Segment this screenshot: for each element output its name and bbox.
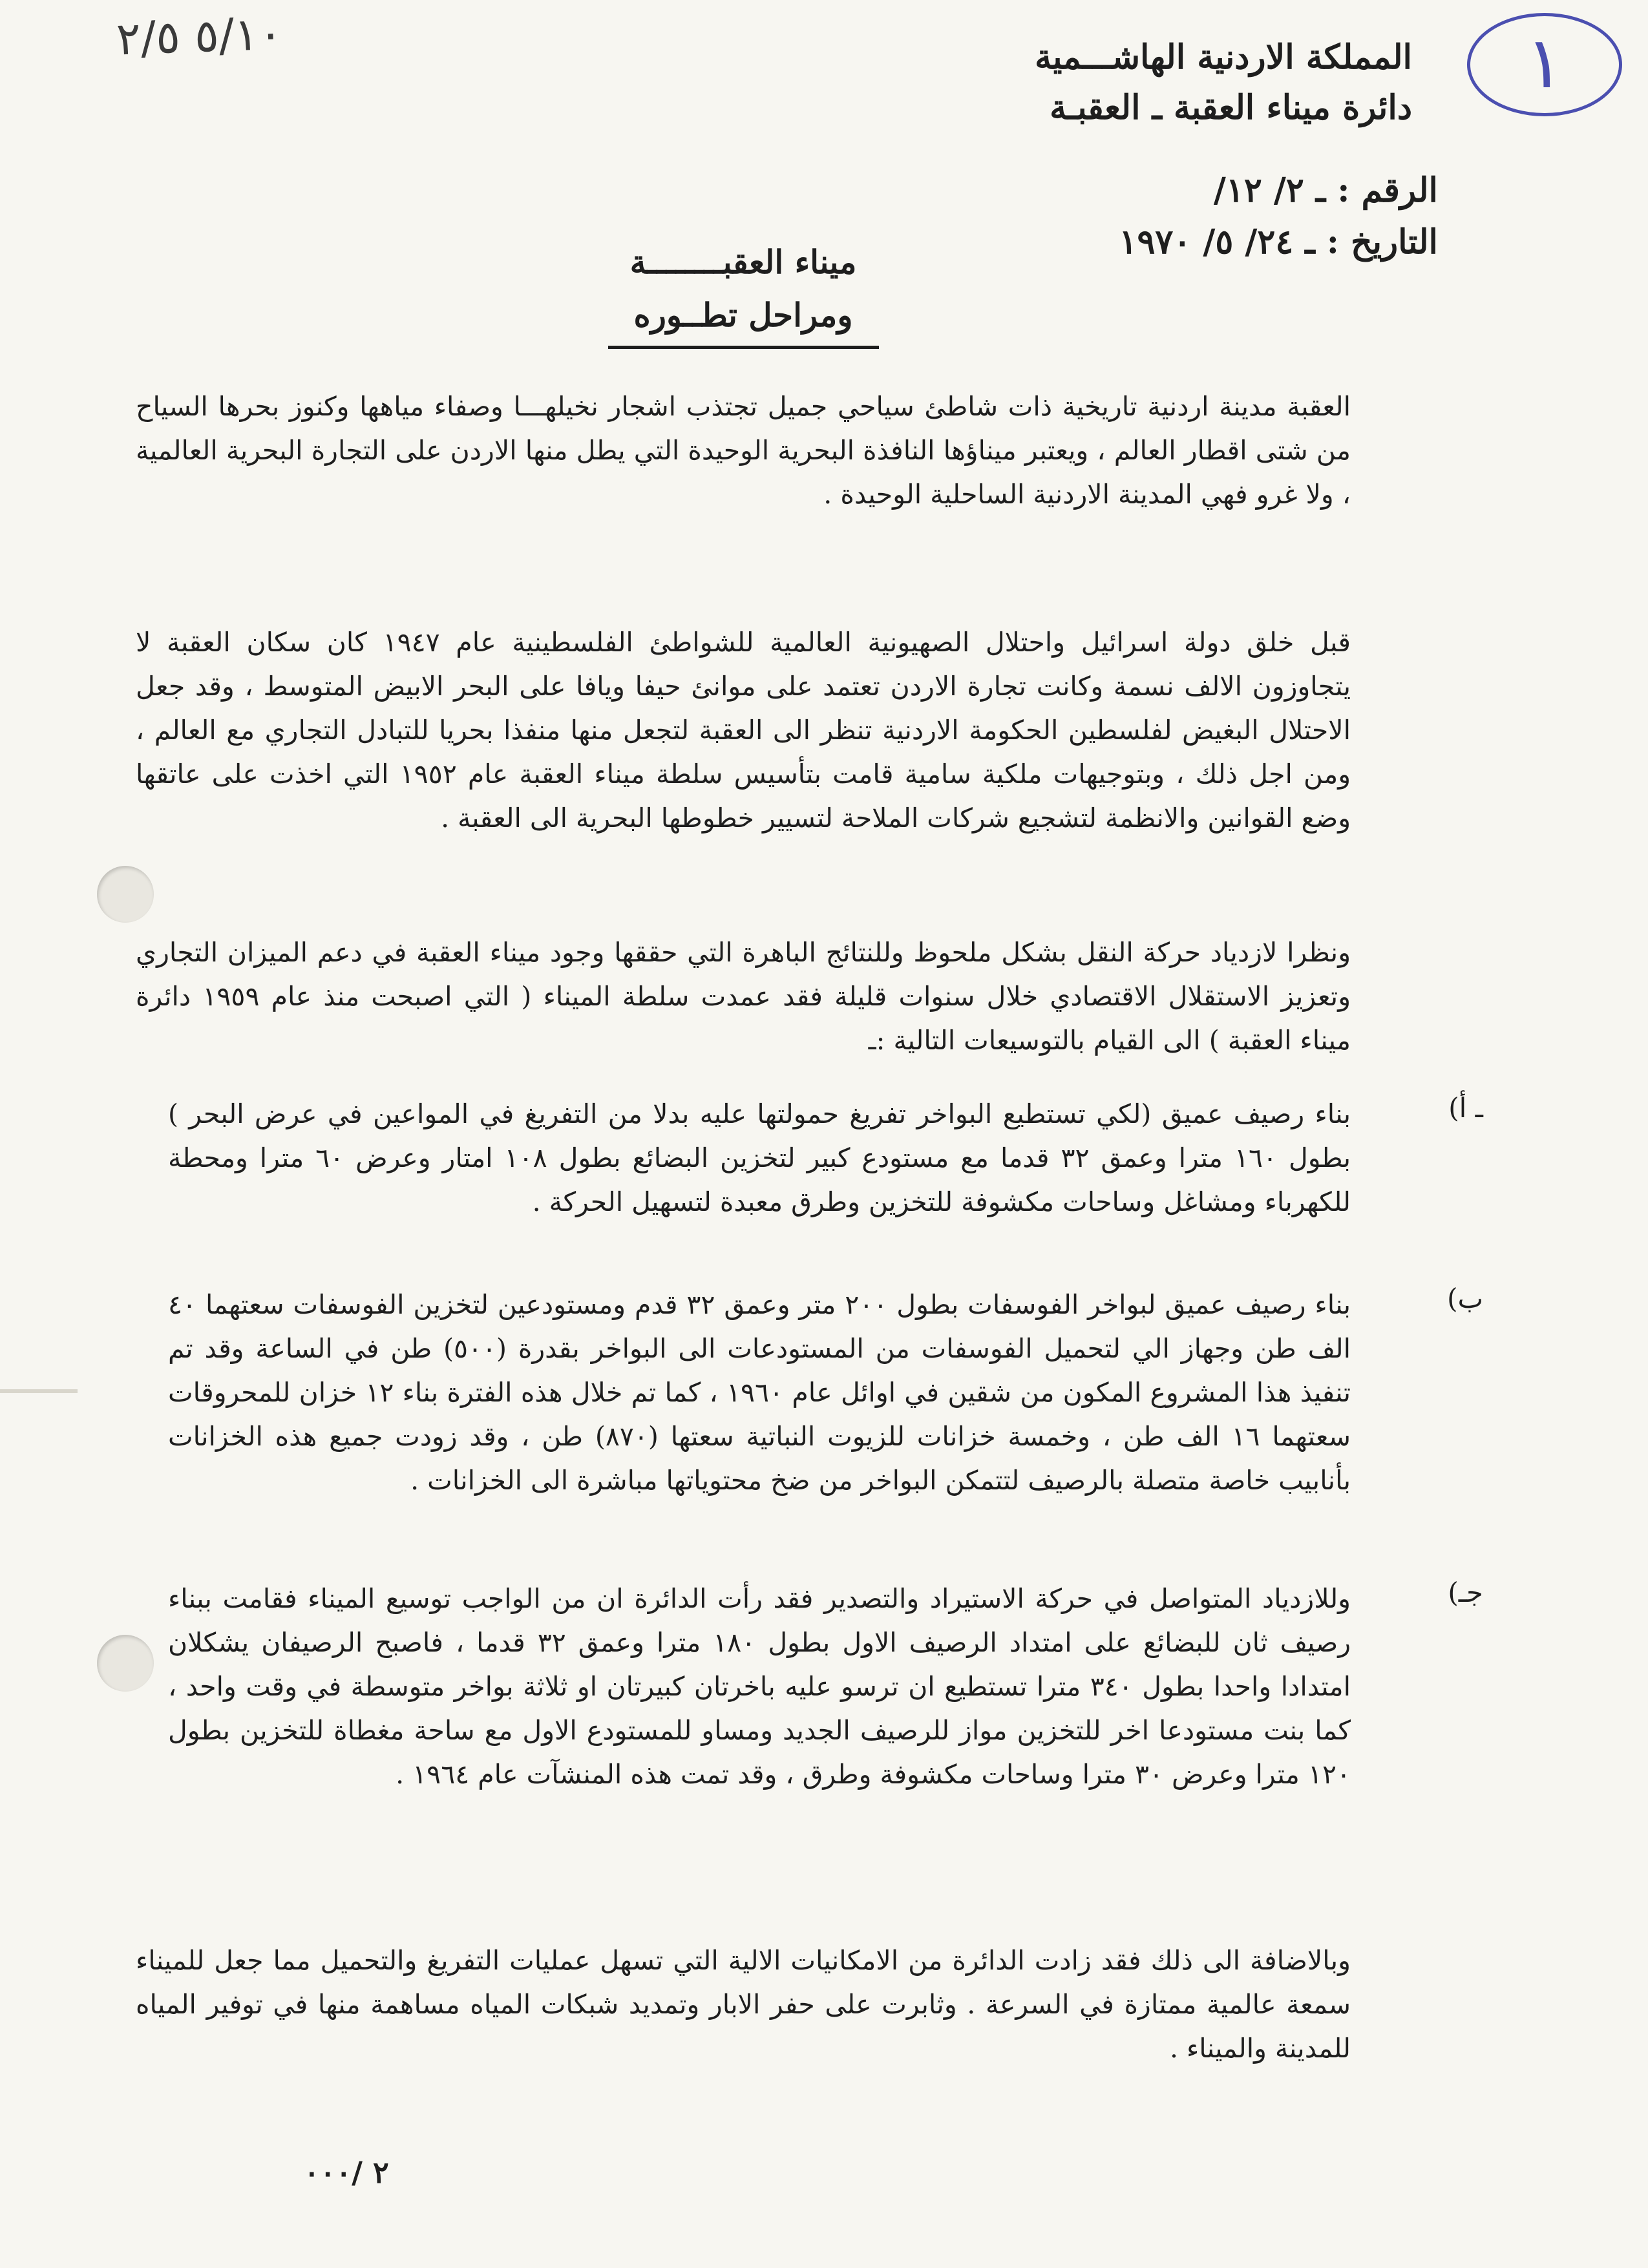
paragraph-2-text: قبل خلق دولة اسرائيل واحتلال الصهيونية العالمية للشواطئ الفلسطينية عام ١٩٤٧ كان سكان العقبة لا يتجاوزون الالف نسمة وكانت تجارة الاردن تعتمد على موانئ حيفا ويافا على البحر الابيض المتوسط ، وقد جعل الاحتلال البغيض لفلسطين الحكومة الاردنية تنظر الى العقبة لتجعل منها منفذا بحريا للتبادل التجاري مع العالم ، ومن اجل ذلك ، وبتوجيهات ملكية سامية قامت بتأسيس سلطة ميناء العقبة عام ١٩٥٢ التي اخذت على عاتقها وضع القوانين والانظمة لتشجيع شركات الملاحة لتسيير خطوطها البحرية الى العقبة .: [136, 627, 1351, 834]
circled-page-number: [1467, 13, 1622, 116]
letterhead-line-1: المملكة الاردنية الهاشـــمية: [1035, 37, 1412, 77]
item-b-text: بناء رصيف عميق لبواخر الفوسفات بطول ٢٠٠ متر وعمق ٣٢ قدم ومستودعين لتخزين الفوسفات سعتهما ٤٠ الف طن وجهاز الي لتحميل الفوسفات من المستودعات الى البواخر بقدرة (٥٠٠) طن في الساعة وقد تم تنفيذ هذا المشروع المكون من شقين في اوائل عام ١٩٦٠ ، كما تم خلال هذه الفترة بناء ١٢ خزان للمحروقات سعتهما ١٦ الف طن ، وخمسة خزانات للزيوت النباتية سعتها (٨٧٠) طن ، وقد زودت جميع هذه الخزانات بأنابيب خاصة متصلة بالرصيف لتتمكن البواخر من ضخ محتوياتها مباشرة الى الخزانات .: [168, 1289, 1351, 1496]
punch-hole: [97, 1635, 154, 1692]
title-line-2: ومراحل تطــوره: [608, 289, 879, 349]
item-b-marker: ب): [1447, 1283, 1483, 1314]
item-c-marker: جـ): [1448, 1577, 1483, 1608]
paragraph-1-text: العقبة مدينة اردنية تاريخية ذات شاطئ سياحي جميل تجتذب اشجار نخيلهـــا وصفاء مياهها وكنوز بحرها السياح من شتى اقطار العالم ، ويعتبر ميناؤها النافذة البحرية الوحيدة التي يطل منها الاردن على التجارة البحرية العالمية ، ولا غرو فهي المدينة الاردنية الساحلية الوحيدة .: [136, 391, 1351, 510]
paragraph-1: [136, 384, 1351, 533]
title-line-1: ميناء العقبــــــــة: [629, 243, 857, 281]
item-a-marker: ـ أ): [1448, 1092, 1483, 1124]
closing-paragraph-text: وبالاضافة الى ذلك فقد زادت الدائرة من الامكانيات الالية التي تسهل عمليات التفريغ والتحميل مما جعل للميناء سمعة عالمية ممتازة في السرعة . وثابرت على حفر الابار وتمديد شبكات المياه مساهمة منها في توفير المياه للمدينة والميناء .: [136, 1945, 1351, 2064]
item-c-text: وللازدياد المتواصل في حركة الاستيراد والتصدير فقد رأت الدائرة ان من الواجب توسيع الميناء فقامت ببناء رصيف ثان للبضائع على امتداد الرصيف الاول بطول ١٨٠ مترا وعمق ٣٢ قدما ، فاصبح الرصيفان يشكلان امتدادا واحدا بطول ٣٤٠ مترا تستطيع ان ترسو عليه باخرتان كبيرتان او ثلاثة بواخر متوسطة في وقت واحد ، كما بنت مستودعا اخر للتخزين مواز للرصيف الجديد ومساو للمستودع الاول مع ساحة مغطاة للتخزين بطول ١٢٠ مترا وعرض ٣٠ مترا وساحات مكشوفة وطرق ، وقد تمت هذه المنشآت عام ١٩٦٤ .: [168, 1583, 1351, 1790]
closing-paragraph: [136, 1938, 1351, 2087]
letterhead: [830, 32, 1412, 133]
circled-page-number-text: ١: [1525, 21, 1564, 104]
paragraph-3-text: ونظرا لازدياد حركة النقل بشكل ملحوظ وللنتائج الباهرة التي حققها وجود ميناء العقبة في دعم الميزان التجاري وتعزيز الاستقلال الاقتصادي خلال سنوات قليلة فقد عمدت سلطة الميناء ( التي اصبحت منذ عام ١٩٥٩ دائرة ميناء العقبة ) الى القيام بالتوسيعات التالية :ـ: [136, 937, 1351, 1056]
reference-number: الرقم : ـ ٢/ ١٢/: [1213, 171, 1438, 210]
handwritten-note: ٥/١٠ ٢/٥: [115, 6, 284, 66]
paragraph-2: [136, 620, 1351, 857]
punch-hole: [97, 866, 154, 923]
paragraph-3: [136, 930, 1351, 1079]
reference-date: التاريخ : ـ ٢٤/ ٥/ ١٩٧٠: [1119, 222, 1438, 262]
edge-shadow: [0, 1389, 78, 1393]
item-a-text: بناء رصيف عميق (لكي تستطيع البواخر تفريغ حمولتها عليه بدلا من التفريغ في المواعين في عرض البحر ) بطول ١٦٠ مترا وعمق ٣٢ قدما مع مستودع كبير لتخزين البضائع بطول ١٠٨ امتار وعرض ٦٠ مترا ومحطة للكهرباء ومشاغل وساحات مكشوفة للتخزين وطرق معبدة لتسهيل الحركة .: [168, 1098, 1351, 1217]
page-continuation-marker: ٢ /٠٠٠: [304, 2155, 389, 2190]
letterhead-line-2: دائرة ميناء العقبة ـ العقبـة: [1050, 88, 1412, 127]
document-title: [452, 236, 1034, 349]
